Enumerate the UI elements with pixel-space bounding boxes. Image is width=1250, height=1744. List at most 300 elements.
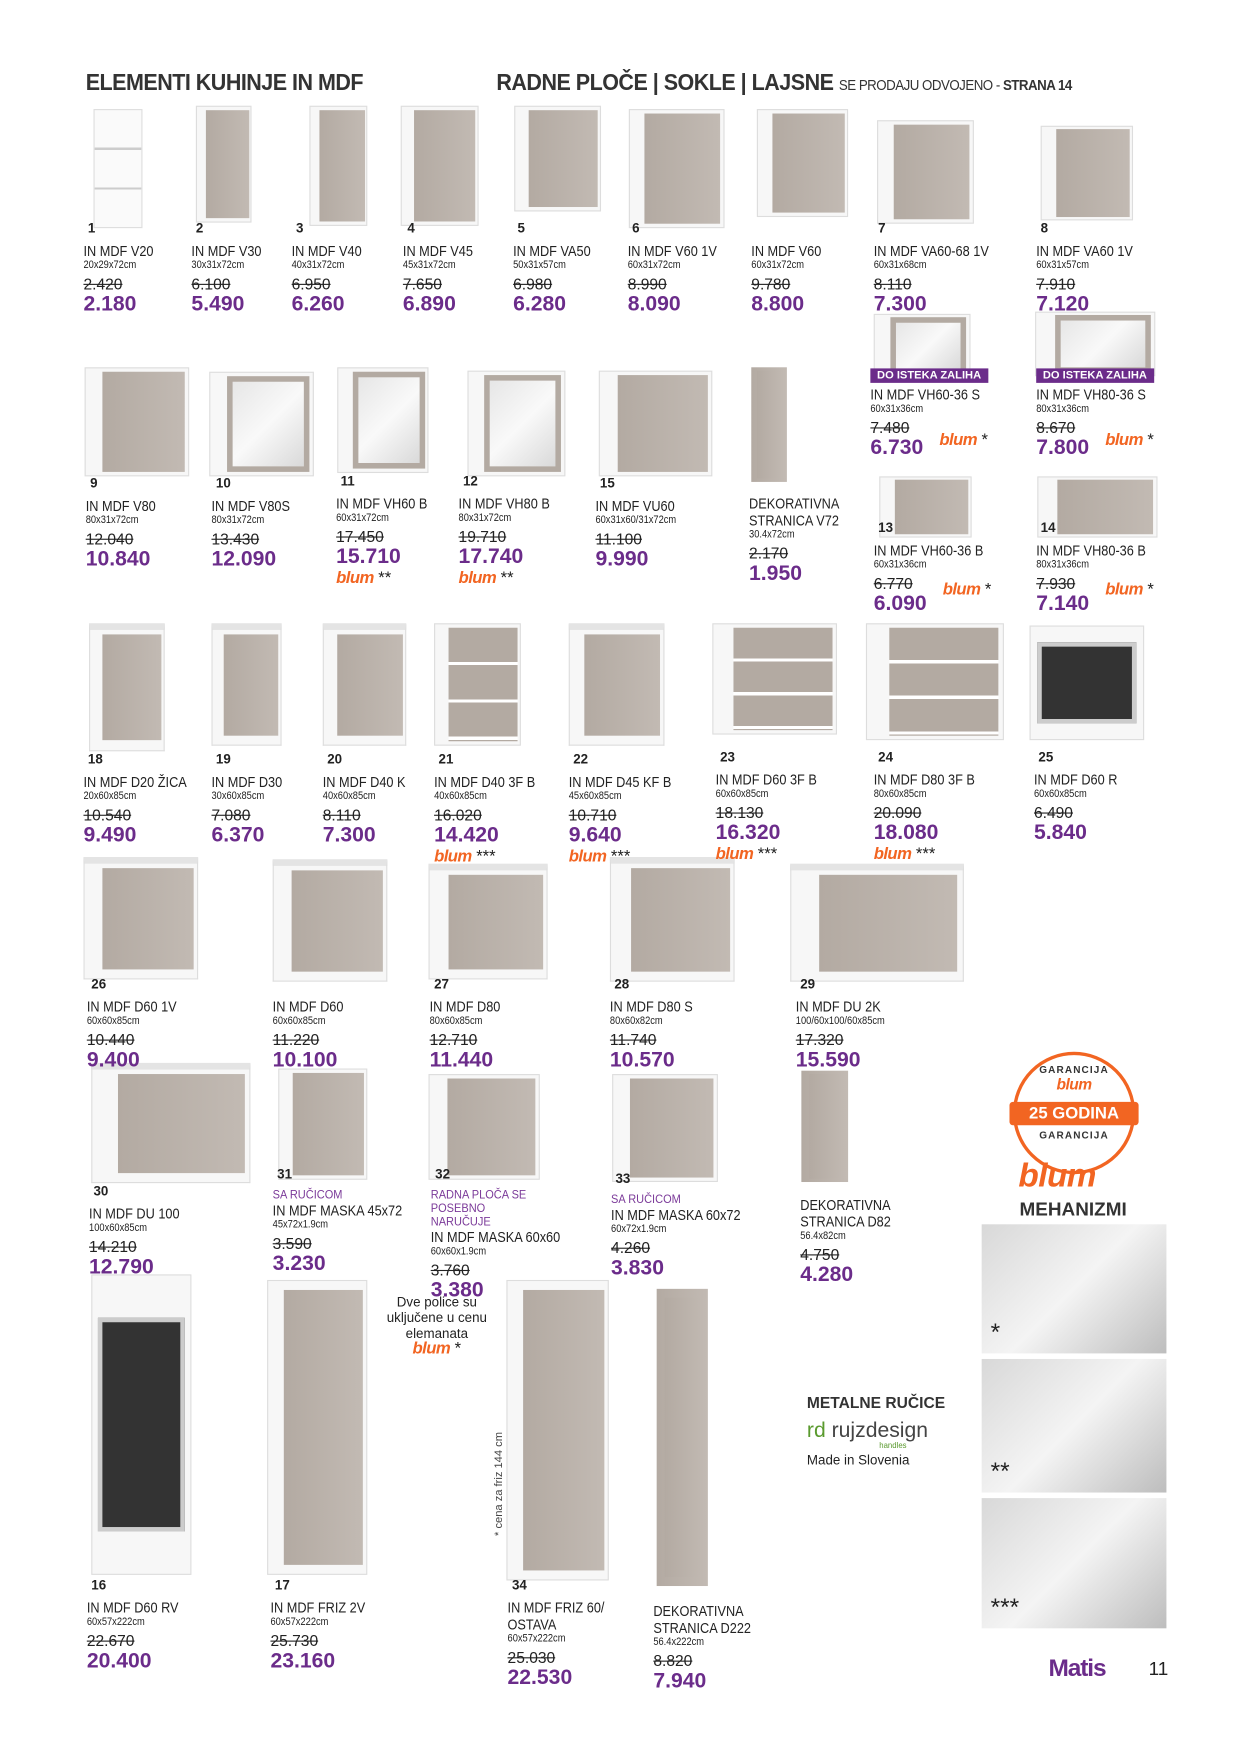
old-price: 12.710	[429, 1030, 478, 1049]
handles-sub: handles	[879, 1442, 907, 1451]
sale-price: 6.890	[402, 292, 456, 317]
product-card	[611, 1170, 758, 1280]
old-price: 2.170	[749, 544, 789, 563]
old-price: 19.710	[458, 527, 507, 546]
cabinet-door	[630, 1078, 714, 1177]
product-number: 21	[438, 751, 454, 767]
product-name: IN MDF VH60 B	[336, 495, 428, 512]
product-number: 24	[878, 749, 894, 765]
product-name: IN MDF V80	[85, 497, 156, 515]
product-dimensions: 50x31x57cm	[513, 259, 566, 272]
product-number: 2	[195, 220, 204, 236]
old-price: 6.770	[873, 574, 913, 593]
product-card	[273, 998, 353, 1071]
product-dimensions: 100x60x85cm	[89, 1222, 147, 1235]
product-name: IN MDF D20 ŽICA	[83, 773, 187, 791]
product-dimensions: 80x31x72cm	[85, 514, 139, 527]
product-dimensions: 30x31x72cm	[191, 259, 245, 272]
cabinet-door	[337, 635, 403, 736]
sale-price: 5.490	[191, 292, 245, 317]
stars-rating: **	[378, 568, 392, 588]
guarantee-bottom: GARANCIJA	[1039, 1129, 1109, 1141]
product-image	[89, 623, 165, 751]
product-card	[751, 243, 831, 316]
product-card	[507, 1577, 630, 1690]
rujzdesign-logo	[807, 1419, 928, 1443]
product-name: IN MDF FRIZ 60/ OSTAVA	[507, 1599, 605, 1633]
product-card	[89, 1183, 192, 1279]
blum-logo: blum	[1105, 579, 1143, 599]
sale-price: 7.940	[653, 1669, 707, 1693]
product-name: IN MDF MASKA 60x72	[611, 1206, 741, 1224]
sale-price: 7.120	[1036, 292, 1090, 317]
old-price: 3.760	[430, 1261, 470, 1279]
sale-price: 10.570	[609, 1048, 675, 1072]
blum-logo: blum	[568, 846, 607, 866]
product-name: IN MDF VH80-36 B	[1036, 542, 1146, 559]
section-title-kitchen: ELEMENTI KUHINJE IN MDF	[85, 70, 364, 96]
product-image	[514, 106, 601, 212]
stars-rating: ***	[757, 844, 778, 864]
sale-price: 1.950	[749, 562, 802, 586]
product-number: 11	[340, 473, 355, 489]
blum-logo: blum	[939, 430, 978, 450]
cabinet-door	[102, 372, 185, 472]
cabinet-door	[102, 635, 162, 741]
blum-logo: blum	[715, 844, 754, 864]
sale-price: 6.370	[211, 823, 265, 847]
product-dimensions: 40x31x72cm	[291, 259, 345, 272]
guarantee-blum: blum	[1056, 1075, 1092, 1093]
product-dimensions: 60x60x85cm	[272, 1015, 326, 1028]
sale-price: 12.090	[211, 547, 277, 571]
blum-logo: blum	[942, 579, 981, 599]
cabinet-door	[772, 113, 844, 212]
product-dimensions: 80x31x36cm	[1036, 402, 1089, 416]
stars-rating: *	[1147, 579, 1154, 599]
product-dimensions: 80x60x85cm	[429, 1015, 483, 1028]
product-name: IN MDF D60 3F B	[715, 771, 817, 789]
product-dimensions: 60x72x1.9cm	[611, 1223, 667, 1236]
product-name: IN MDF FRIZ 2V	[270, 1599, 366, 1617]
stars-rating: *	[981, 430, 988, 450]
product-card	[653, 1603, 775, 1693]
product-dimensions: 30x60x85cm	[211, 790, 265, 803]
product-number: 15	[599, 475, 615, 491]
old-price: 7.080	[211, 805, 251, 824]
old-price: 8.670	[1036, 418, 1076, 437]
stars-rating: ***	[915, 844, 936, 864]
cabinet-door	[757, 371, 786, 479]
blum-logo: blum	[873, 844, 912, 864]
sale-price: 6.090	[873, 592, 927, 616]
sale-price: 15.590	[795, 1048, 861, 1072]
sale-price: 9.990	[595, 547, 649, 571]
product-number: 18	[87, 751, 103, 767]
shelves-note	[384, 1294, 490, 1356]
product-name: IN MDF VA50	[513, 242, 591, 260]
old-price: 10.540	[83, 805, 132, 824]
product-dimensions: 80x31x72cm	[211, 514, 265, 527]
product-card	[434, 751, 549, 847]
product-dimensions: 40x60x85cm	[434, 790, 487, 803]
old-price: 6.490	[1033, 803, 1073, 822]
old-price: 7.480	[870, 418, 910, 437]
product-card	[1033, 749, 1129, 845]
product-name: IN MDF V60 1V	[627, 242, 717, 260]
mechanism-photo-1	[982, 1224, 1167, 1353]
blum-mark	[939, 431, 988, 451]
product-card	[211, 475, 300, 571]
product-label: RADNA PLOČA SE POSEBNO NARUČUJE	[430, 1188, 527, 1229]
product-image	[610, 857, 735, 982]
old-price: 17.450	[336, 527, 384, 546]
cabinet-door	[889, 628, 999, 736]
product-card	[322, 751, 417, 847]
product-name: IN MDF MASKA 45x72	[272, 1202, 403, 1219]
guarantee-top: GARANCIJA	[1039, 1064, 1109, 1076]
product-name: IN MDF V30	[191, 242, 262, 260]
product-dimensions: 60x60x85cm	[86, 1015, 140, 1028]
product-dimensions: 80x31x36cm	[1036, 558, 1089, 571]
product-number: 8	[1040, 220, 1049, 236]
product-image	[879, 476, 971, 537]
old-price: 11.100	[595, 529, 642, 548]
product-image	[267, 1280, 367, 1575]
product-card	[429, 976, 510, 1072]
sale-price: 16.320	[715, 821, 781, 845]
cabinet-door	[529, 110, 598, 207]
sale-price: 3.830	[611, 1256, 664, 1280]
cabinet-door	[631, 868, 730, 971]
sale-price: 7.300	[873, 292, 927, 317]
blum-logo: blum	[458, 568, 497, 588]
sale-price: 4.280	[800, 1263, 854, 1287]
old-price: 13.430	[211, 529, 260, 548]
old-price: 12.040	[85, 529, 134, 548]
cabinet-door	[618, 375, 708, 472]
product-dimensions: 60x31x36cm	[873, 558, 927, 571]
old-price: 6.980	[513, 274, 553, 293]
old-price: 8.990	[627, 274, 667, 293]
product-image	[757, 109, 848, 217]
old-price: 18.130	[715, 803, 764, 822]
product-name: IN MDF D45 KF B	[568, 773, 672, 791]
product-image	[85, 367, 190, 476]
product-image	[569, 623, 665, 745]
product-image	[309, 106, 367, 226]
product-image	[401, 106, 479, 226]
blum-mark	[1105, 431, 1154, 451]
product-number: 23	[720, 749, 735, 765]
old-price: 3.590	[272, 1234, 312, 1253]
product-name: IN MDF D40 K	[322, 773, 406, 791]
sale-price: 14.420	[434, 823, 499, 847]
cabinet-door	[206, 110, 249, 218]
product-number: 32	[435, 1166, 451, 1183]
sale-price: 12.790	[89, 1255, 154, 1279]
stars-rating: *	[1147, 430, 1154, 450]
product-dimensions: 56.4x82cm	[800, 1229, 846, 1243]
product-dimensions: 56.4x222cm	[653, 1636, 705, 1649]
product-name: IN MDF V20	[83, 242, 154, 260]
product-card	[609, 976, 704, 1072]
stock-badge: DO ISTEKA ZALIHA	[1036, 368, 1153, 382]
product-dimensions: 20x29x72cm	[83, 259, 137, 272]
stars-rating: *	[990, 1317, 1001, 1346]
product-image	[209, 372, 314, 477]
cabinet-door	[819, 875, 958, 972]
product-dimensions: 45x60x85cm	[568, 790, 622, 803]
blum-mark	[943, 580, 992, 600]
blum-mark	[569, 847, 631, 867]
old-price: 11.220	[272, 1030, 320, 1049]
cabinet-door	[447, 1078, 535, 1175]
product-card	[749, 495, 871, 585]
old-price: 4.260	[611, 1238, 651, 1257]
product-name: IN MDF DU 100	[89, 1205, 180, 1223]
product-card	[513, 220, 601, 317]
product-name: IN MDF MASKA 60x60	[430, 1228, 561, 1246]
rd-mark: rd	[806, 1419, 826, 1443]
cabinet-door	[484, 375, 562, 472]
worktops-note: SE PRODAJU ODVOJENO -	[838, 76, 1003, 94]
product-image	[866, 623, 1004, 740]
sale-price: 7.140	[1036, 592, 1090, 616]
product-image	[196, 106, 252, 223]
product-name: IN MDF D80 S	[609, 998, 693, 1016]
product-dimensions: 60x31x72cm	[627, 259, 681, 272]
old-price: 6.950	[291, 274, 331, 293]
product-name: DEKORATIVNA STRANICA D222	[653, 1602, 751, 1637]
cabinet-door	[293, 1073, 363, 1176]
product-name: DEKORATIVNA STRANICA V72	[749, 495, 839, 529]
product-number: 22	[573, 751, 589, 767]
product-dimensions: 60x60x85cm	[715, 788, 769, 801]
blum-logo: blum	[1105, 430, 1143, 450]
stars-rating: ***	[610, 846, 631, 866]
product-image	[506, 1280, 608, 1581]
old-price: 6.100	[191, 274, 231, 293]
sale-price: 3.380	[430, 1278, 484, 1303]
old-price: 25.730	[270, 1631, 319, 1650]
stars-rating: *	[984, 579, 992, 599]
old-price: 10.440	[86, 1030, 135, 1049]
sale-price: 9.640	[568, 823, 622, 847]
old-price: 25.030	[507, 1648, 556, 1667]
product-image	[323, 623, 406, 745]
product-number: 1	[87, 220, 96, 236]
mechanisms-title: MEHANIZMI	[1019, 1198, 1127, 1220]
product-dimensions: 45x72x1.9cm	[272, 1218, 329, 1231]
mechanism-photo-2	[982, 1359, 1167, 1493]
blum-mark	[716, 845, 778, 865]
product-number: 17	[274, 1577, 290, 1593]
product-image	[1030, 626, 1145, 741]
sale-price: 9.490	[83, 823, 137, 847]
product-image	[751, 367, 787, 482]
product-name: IN MDF D60 RV	[86, 1599, 179, 1617]
cabinet-door	[809, 1074, 847, 1179]
product-card	[795, 976, 897, 1072]
product-name: IN MDF D80	[429, 998, 501, 1016]
product-image	[273, 859, 388, 981]
cabinet-door	[284, 1290, 363, 1565]
cabinet-door	[319, 110, 364, 221]
product-image	[91, 1063, 250, 1183]
product-card	[430, 1166, 578, 1303]
old-price: 8.820	[653, 1651, 693, 1670]
product-image	[790, 864, 964, 982]
product-image	[337, 367, 428, 473]
product-image	[877, 120, 974, 224]
blum-logo: blum	[434, 846, 472, 866]
product-dimensions: 60x31x57cm	[1036, 259, 1089, 272]
product-number: 31	[277, 1166, 293, 1183]
product-image	[801, 1071, 848, 1182]
product-dimensions: 60x31x60/31x72cm	[595, 514, 677, 527]
product-name: IN MDF V40	[291, 242, 362, 260]
sale-price: 3.230	[272, 1252, 326, 1276]
product-image	[434, 623, 521, 745]
product-name: IN MDF D40 3F B	[434, 773, 536, 791]
old-price: 10.710	[568, 805, 617, 824]
blum-logo: blum	[412, 1338, 451, 1358]
product-number: 3	[296, 220, 304, 236]
blum-mark	[336, 569, 391, 589]
product-dimensions: 60x31x36cm	[870, 402, 924, 416]
cabinet-door	[448, 875, 543, 970]
old-price: 9.780	[751, 274, 791, 293]
product-dimensions: 45x31x72cm	[402, 259, 456, 272]
product-card	[86, 1577, 191, 1673]
product-name: IN MDF D30	[211, 773, 283, 791]
product-dimensions: 60x60x1.9cm	[430, 1245, 487, 1258]
product-name: IN MDF DU 2K	[795, 998, 881, 1016]
product-number: 29	[800, 976, 816, 992]
product-number: 14	[1040, 519, 1056, 536]
product-image	[429, 864, 548, 980]
product-dimensions: 20x60x85cm	[83, 790, 137, 803]
product-dimensions: 80x60x85cm	[873, 788, 927, 801]
product-dimensions: 80x31x72cm	[458, 511, 512, 525]
stars-rating: ***	[476, 846, 496, 866]
product-name: IN MDF VU60	[595, 497, 675, 515]
sale-price: 5.840	[1033, 821, 1087, 845]
cabinet-door	[1056, 130, 1129, 217]
product-image	[83, 857, 198, 979]
product-image	[1041, 126, 1133, 221]
product-card	[191, 220, 271, 317]
product-number: 20	[327, 751, 343, 767]
product-number: 30	[93, 1183, 109, 1199]
sale-price: 22.530	[507, 1666, 573, 1690]
product-number: 4	[407, 220, 415, 236]
product-dimensions: 60x31x72cm	[336, 511, 389, 525]
guarantee-years: 25 GODINA	[1009, 1102, 1138, 1125]
sale-price: 2.180	[83, 292, 137, 317]
product-card	[83, 220, 163, 317]
sale-price: 9.400	[86, 1048, 140, 1072]
product-number: 6	[632, 220, 640, 236]
friz-price-note: * cena za friz 144 cm	[493, 1432, 506, 1536]
product-name: IN MDF D60 R	[1033, 771, 1118, 789]
product-number: 7	[878, 220, 886, 236]
product-image	[278, 1068, 367, 1179]
product-number: 25	[1038, 749, 1054, 765]
rujzdesign-name: rujzdesign	[831, 1419, 929, 1443]
old-price: 7.930	[1036, 574, 1076, 593]
product-image	[599, 371, 713, 477]
cabinet-door	[893, 124, 970, 219]
product-name: IN MDF VH80 B	[458, 495, 550, 512]
product-name: IN MDF D60 1V	[86, 998, 177, 1016]
old-price: 7.650	[402, 274, 442, 293]
product-number: 13	[878, 519, 894, 536]
sale-price: 6.280	[513, 292, 567, 317]
cabinet-door	[449, 628, 518, 741]
product-number: 12	[463, 473, 478, 489]
product-card	[458, 473, 563, 569]
product-number: 5	[517, 220, 525, 236]
product-image	[629, 109, 725, 228]
product-dimensions: 100/60x100/60x85cm	[795, 1015, 885, 1028]
product-number: 10	[215, 475, 231, 491]
cabinet-door	[665, 1298, 706, 1577]
product-image	[712, 623, 837, 734]
product-card	[715, 749, 831, 845]
blum-mark	[459, 569, 514, 589]
cabinet-door	[103, 868, 194, 969]
product-number: 28	[614, 976, 630, 992]
cabinet-door	[1037, 642, 1136, 723]
product-label: SA RUČICOM	[272, 1188, 343, 1203]
product-dimensions: 60x57x222cm	[86, 1616, 145, 1629]
old-price: 17.320	[795, 1030, 844, 1049]
stars-rating: ***	[990, 1592, 1020, 1621]
product-card	[800, 1196, 922, 1286]
stock-badge: DO ISTEKA ZALIHA	[870, 368, 987, 382]
product-image	[91, 1274, 191, 1575]
product-dimensions: 30.4x72cm	[749, 528, 795, 541]
sale-price: 11.440	[429, 1048, 494, 1072]
product-number: 33	[615, 1170, 631, 1187]
product-dimensions: 60x31x68cm	[873, 259, 927, 272]
made-in: Made in Slovenia	[806, 1452, 910, 1469]
worktops-page-ref: STRANA 14	[1002, 76, 1072, 94]
cabinet-door	[524, 1290, 605, 1570]
product-card	[595, 475, 687, 571]
product-dimensions: 60x57x222cm	[507, 1632, 566, 1646]
sale-price: 8.090	[627, 292, 681, 317]
product-card	[336, 473, 440, 569]
product-name: IN MDF V80S	[211, 497, 291, 515]
cabinet-door	[353, 371, 425, 468]
blum-mark	[434, 847, 496, 867]
product-dimensions: 80x60x82cm	[609, 1015, 663, 1028]
product-card	[270, 1577, 378, 1673]
old-price: 7.910	[1036, 274, 1076, 293]
product-card	[568, 751, 686, 847]
product-dimensions: 60x60x85cm	[1033, 788, 1087, 801]
product-name: IN MDF VA60-68 1V	[873, 242, 989, 260]
old-price: 8.110	[322, 805, 361, 824]
sale-price: 6.730	[870, 436, 924, 460]
product-card	[627, 220, 729, 317]
product-card	[83, 751, 200, 847]
product-card	[873, 749, 989, 845]
product-name: IN MDF VH60-36 B	[873, 542, 984, 559]
